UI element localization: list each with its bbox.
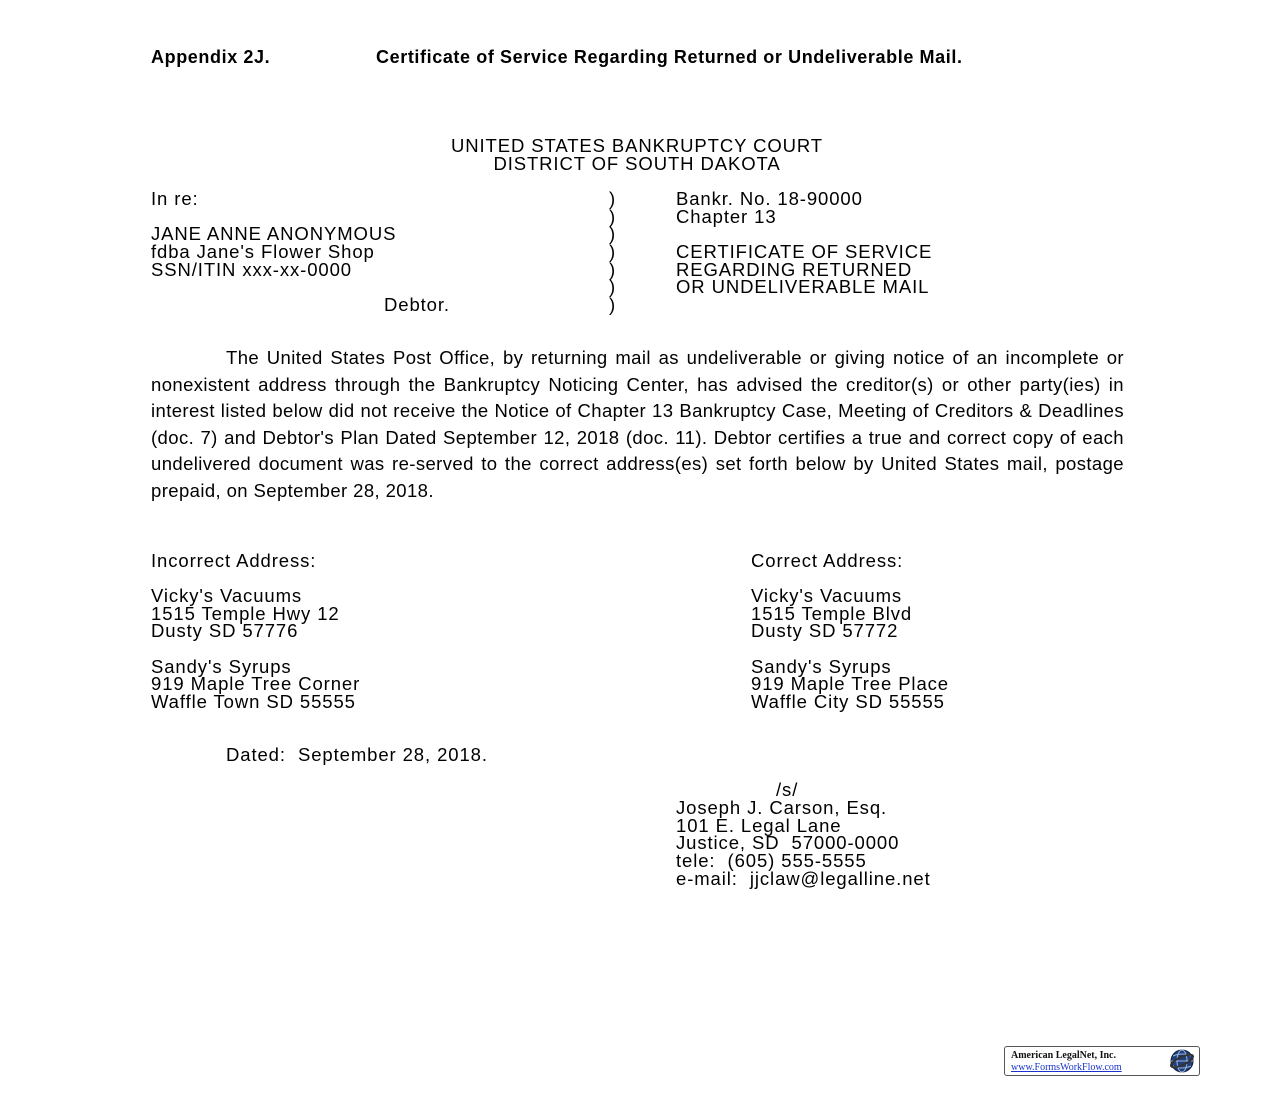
correct-address-1-city: Dusty SD 57772 (751, 620, 899, 641)
appendix-title: Certificate of Service Regarding Returned or Undeliverable Mail. (376, 47, 963, 67)
correct-address-1-street: 1515 Temple Blvd (751, 603, 913, 624)
badge-company-name: American LegalNet, Inc. (1011, 1050, 1116, 1061)
debtor-name: JANE ANNE ANONYMOUS (151, 223, 397, 244)
correct-address-2-street: 919 Maple Tree Place (751, 673, 949, 694)
badge-website-link[interactable]: www.FormsWorkFlow.com (1011, 1062, 1122, 1073)
attorney-city: Justice, SD 57000-0000 (676, 832, 900, 853)
document-title-line1: CERTIFICATE OF SERVICE (676, 241, 933, 262)
certificate-paragraph (151, 345, 1124, 504)
correct-address-header: Correct Address: (751, 550, 904, 571)
caption-paren: ) (609, 206, 617, 227)
debtor-label: Debtor. (384, 294, 450, 315)
correct-address-2-name: Sandy's Syrups (751, 656, 892, 677)
caption-paren: ) (609, 241, 617, 262)
document-title-line3: OR UNDELIVERABLE MAIL (676, 276, 930, 297)
incorrect-address-1-street: 1515 Temple Hwy 12 (151, 603, 340, 624)
incorrect-address-1-city: Dusty SD 57776 (151, 620, 299, 641)
correct-address-2-city: Waffle City SD 55555 (751, 691, 945, 712)
chapter: Chapter 13 (676, 206, 777, 227)
american-legalnet-badge[interactable] (1004, 1046, 1200, 1076)
incorrect-address-header: Incorrect Address: (151, 550, 317, 571)
incorrect-address-2-street: 919 Maple Tree Corner (151, 673, 361, 694)
caption-paren: ) (609, 223, 617, 244)
incorrect-address-2-city: Waffle Town SD 55555 (151, 691, 356, 712)
incorrect-address-2-name: Sandy's Syrups (151, 656, 292, 677)
court-name: UNITED STATES BANKRUPTCY COURT (450, 135, 824, 156)
incorrect-address-1-name: Vicky's Vacuums (151, 585, 303, 606)
globe-icon (1169, 1048, 1195, 1079)
court-district: DISTRICT OF SOUTH DAKOTA (493, 153, 781, 174)
caption-paren: ) (609, 276, 617, 297)
attorney-email: e-mail: jjclaw@legalline.net (676, 868, 931, 889)
attorney-name: Joseph J. Carson, Esq. (676, 797, 888, 818)
caption-paren: ) (609, 188, 617, 209)
certificate-paragraph-text: The United States Post Office, by returning mail as undeliverable or giving notice of an incomplete or nonexistent address through the Bankruptcy Noticing Center, has advised the creditor(s) or other party(ies) in interest listed below did not receive the Notice of Chapter 13 Bankruptcy Case, Meeting of Creditors & Deadlines (doc. 7) and Debtor's Plan Dated September 12, 2018 (doc. 11). Debtor certifies a true and correct copy of each undelivered document was re-served to the correct address(es) set forth below by United States mail, postage prepaid, on September 28, 2018. (151, 347, 1124, 501)
caption-paren: ) (609, 259, 617, 280)
attorney-phone: tele: (605) 555-5555 (676, 850, 867, 871)
caption-paren: ) (609, 294, 617, 315)
dated-line: Dated: September 28, 2018. (226, 744, 488, 765)
appendix-label: Appendix 2J. (151, 47, 271, 67)
correct-address-1-name: Vicky's Vacuums (751, 585, 903, 606)
case-number: Bankr. No. 18-90000 (676, 188, 863, 209)
document-title-line2: REGARDING RETURNED (676, 259, 913, 280)
signature-mark: /s/ (776, 779, 799, 800)
in-re-label: In re: (151, 188, 199, 209)
debtor-ssn: SSN/ITIN xxx-xx-0000 (151, 259, 352, 280)
attorney-street: 101 E. Legal Lane (676, 815, 842, 836)
debtor-dba: fdba Jane's Flower Shop (151, 241, 375, 262)
